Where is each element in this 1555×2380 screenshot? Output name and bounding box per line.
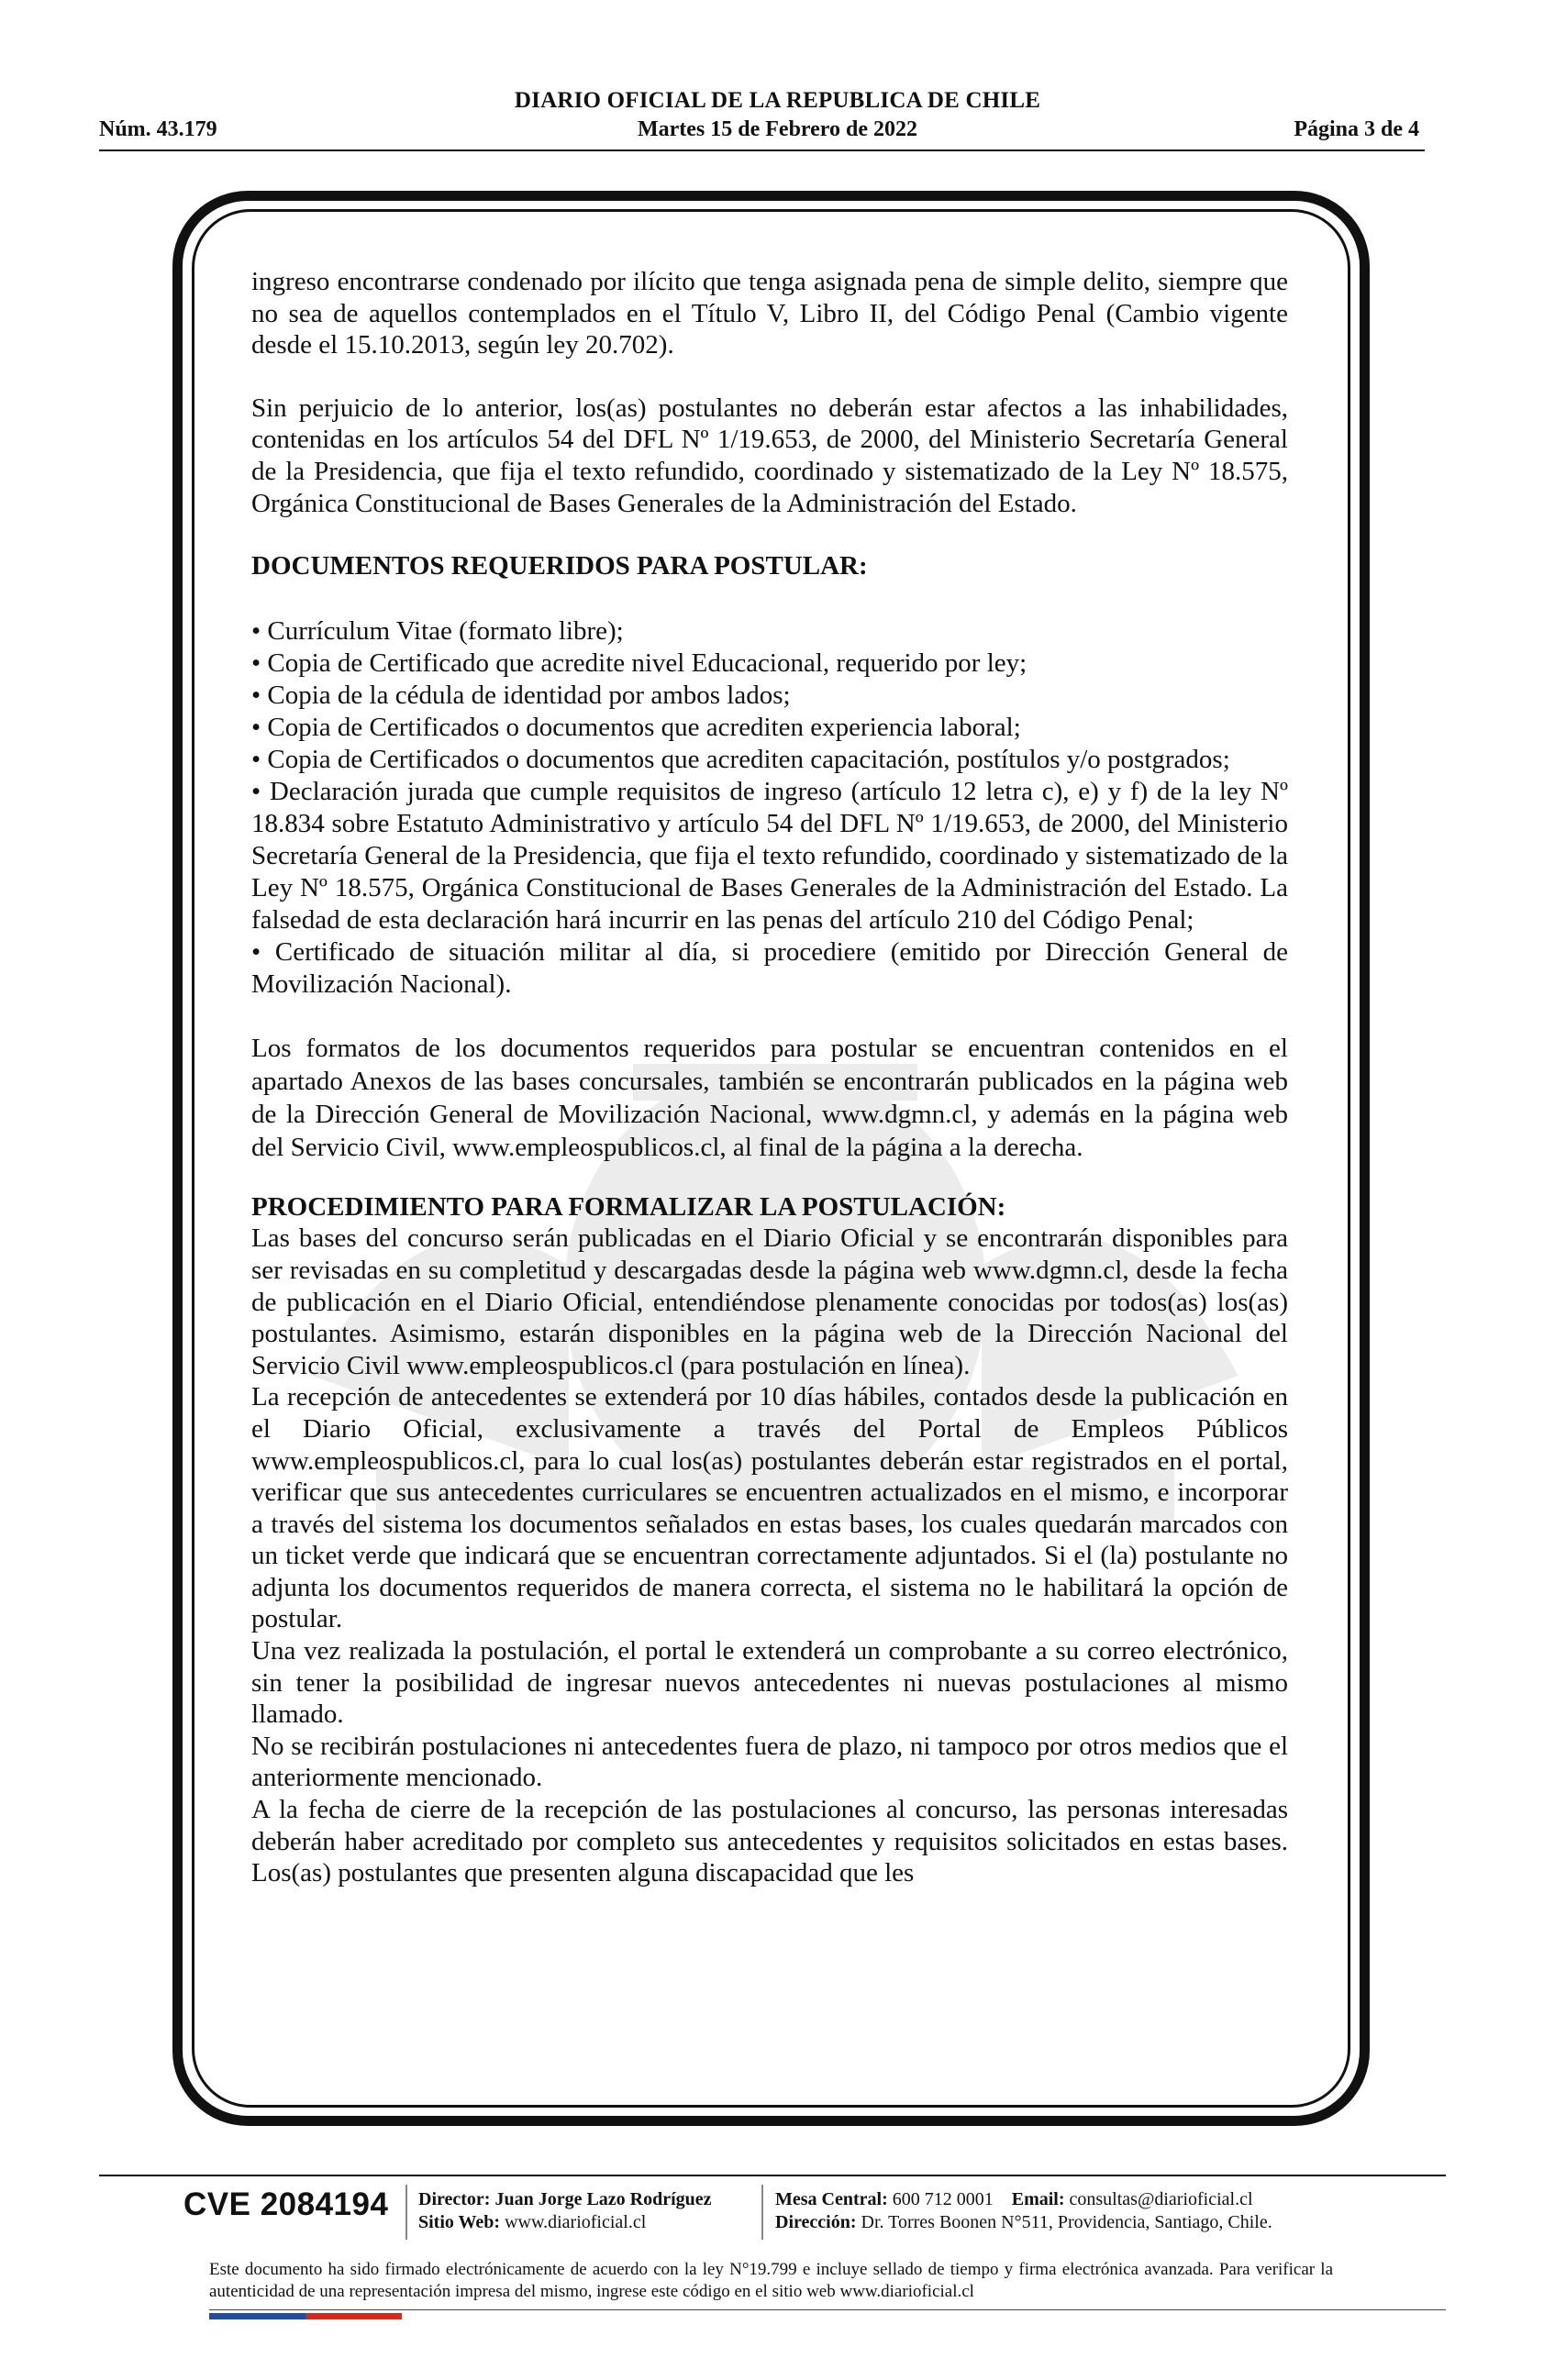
- website-link[interactable]: www.diarioficial.cl: [505, 2212, 647, 2232]
- contact-line: [775, 2188, 1272, 2211]
- flag-blue-segment: [209, 2313, 305, 2319]
- issue-date: Martes 15 de Febrero de 2022: [637, 117, 918, 141]
- address-line: [775, 2211, 1272, 2234]
- list-item: • Copia de la cédula de identidad por ambos lados;: [251, 680, 791, 710]
- email-label: Email:: [1011, 2189, 1065, 2209]
- mesa-label: Mesa Central:: [775, 2189, 888, 2209]
- paragraph-2: Sin perjuicio de lo anterior, los(as) postulantes no deberán estar afectos a las inhabilidades, contenidas en los artículos 54 del DFL Nº 1/19.653, de 2000, del Ministerio Secretaría General de la Presidencia, que fija el texto refundido, coordinado y sistematizado de la Ley Nº 18.575, Orgánica Constitucional de Bases Generales de la Administración del Estado.: [251, 393, 1288, 518]
- chile-flag-bar: [209, 2313, 402, 2319]
- paragraph-7: No se recibirán postulaciones ni antecedentes fuera de plazo, ni tampoco por otros medios que el anteriormente mencionado.: [251, 1731, 1288, 1793]
- list-item: • Copia de Certificados o documentos que acrediten experiencia laboral;: [251, 712, 1021, 742]
- list-item: • Declaración jurada que cumple requisitos de ingreso (artículo 12 letra c), e) y f) de la ley Nº 18.834 sobre Estatuto Administrativo y artículo 54 del DFL Nº 1/19.653, de 2000, del Ministerio Secretaría General de la Presidencia, que fija el texto refundido, coordinado y sistematizado de la Ley Nº 18.575, Orgánica Constitucional de Bases Generales de la Administración del Estado. La falsedad de esta declaración hará incurrir en las penas del artículo 210 del Código Penal;: [251, 776, 1288, 935]
- mesa-phone: 600 712 0001: [892, 2189, 994, 2209]
- flag-red-segment: [305, 2313, 402, 2319]
- footer-director-block: [418, 2188, 712, 2234]
- paragraph-3: Los formatos de los documentos requeridos para postular se encuentran contenidos en el apartado Anexos de las bases concursales, también se encontrarán publicados en la página web de la Dirección General de Movilización Nacional, www.dgmn.cl, y además en la página web del Servicio Civil, www.empleospublicos.cl, al final de la página a la derecha.: [251, 1033, 1288, 1162]
- section-heading-procedure: PROCEDIMIENTO PARA FORMALIZAR LA POSTULACIÓN:: [251, 1191, 1006, 1222]
- director-label: Director:: [418, 2189, 491, 2209]
- document-body: [251, 266, 1288, 1889]
- address-label: Dirección:: [775, 2212, 857, 2232]
- issue-number: Núm. 43.179: [99, 117, 217, 141]
- footer-separator: [761, 2185, 763, 2240]
- list-item: • Certificado de situación militar al día, si procediere (emitido por Dirección General de Movilización Nacional).: [251, 936, 1288, 999]
- footer-divider: [99, 2175, 1446, 2176]
- paragraph-4: Las bases del concurso serán publicadas en el Diario Oficial y se encontrarán disponibles para ser revisadas en su completitud y descargadas desde la página web www.dgmn.cl, desde la fecha de publicación en el Diario Oficial, entendiéndose plenamente conocidas por todos(as) los(as) postulantes. Asimismo, estarán disponibles en la página web de la Dirección Nacional del Servicio Civil www.empleospublicos.cl (para postulación en línea).: [251, 1223, 1288, 1380]
- director-line: [418, 2188, 712, 2211]
- director-name: Juan Jorge Lazo Rodríguez: [494, 2189, 712, 2209]
- list-item: • Copia de Certificado que acredite nivel Educacional, requerido por ley;: [251, 648, 1027, 678]
- paragraph-1: ingreso encontrarse condenado por ilícito que tenga asignada pena de simple delito, siempre que no sea de aquellos contemplados en el Título V, Libro II, del Código Penal (Cambio vigente desde el 15.10.2013, según ley 20.702).: [251, 267, 1288, 360]
- header-title: DIARIO OFICIAL DE LA REPUBLICA DE CHILE: [514, 88, 1041, 113]
- cve-code: CVE 2084194: [183, 2186, 389, 2222]
- email-link[interactable]: consultas@diarioficial.cl: [1069, 2189, 1253, 2209]
- section-heading-documents: DOCUMENTOS REQUERIDOS PARA POSTULAR:: [251, 551, 868, 581]
- website-line: [418, 2211, 712, 2234]
- page-number: Página 3 de 4: [1294, 117, 1419, 141]
- header-divider: [99, 149, 1425, 151]
- legal-notice: Este documento ha sido firmado electrónicamente de acuerdo con la ley N°19.799 e incluye sellado de tiempo y firma electrónica avanzada. Para verificar la autenticidad de una representación impresa del mismo, ingrese este código en el sitio web www.diarioficial.cl: [209, 2260, 1333, 2301]
- list-item: • Copia de Certificados o documentos que acrediten capacitación, postítulos y/o postgrados;: [251, 744, 1230, 774]
- paragraph-6: Una vez realizada la postulación, el portal le extenderá un comprobante a su correo electrónico, sin tener la posibilidad de ingresar nuevos antecedentes ni nuevas postulaciones al mismo llamado.: [251, 1636, 1288, 1730]
- footer-separator: [405, 2185, 407, 2240]
- footer-contact-block: [775, 2188, 1272, 2234]
- website-label: Sitio Web:: [418, 2212, 501, 2232]
- paragraph-5: La recepción de antecedentes se extenderá por 10 días hábiles, contados desde la publicación en el Diario Oficial, exclusivamente a través del Portal de Empleos Públicos www.empleospublicos.cl, para lo cual los(as) postulantes deberán estar registrados en el portal, verificar que sus antecedentes curriculares se encuentren actualizados en el mismo, e incorporar a través del sistema los documentos señalados en estas bases, los cuales quedarán marcados con un ticket verde que indicará que se encuentran correctamente adjuntados. Si el (la) postulante no adjunta los documentos requeridos de manera correcta, el sistema no le habilitará la opción de postular.: [251, 1382, 1288, 1634]
- legal-divider: [209, 2309, 1446, 2310]
- paragraph-8: A la fecha de cierre de la recepción de las postulaciones al concurso, las personas interesadas deberán haber acreditado por completo sus antecedentes y requisitos solicitados en estas bases. Los(as) postulantes que presenten alguna discapacidad que les: [251, 1795, 1288, 1888]
- address-value: Dr. Torres Boonen N°511, Providencia, Santiago, Chile.: [861, 2212, 1272, 2232]
- list-item: • Currículum Vitae (formato libre);: [251, 615, 624, 646]
- documents-list: [251, 615, 1288, 1001]
